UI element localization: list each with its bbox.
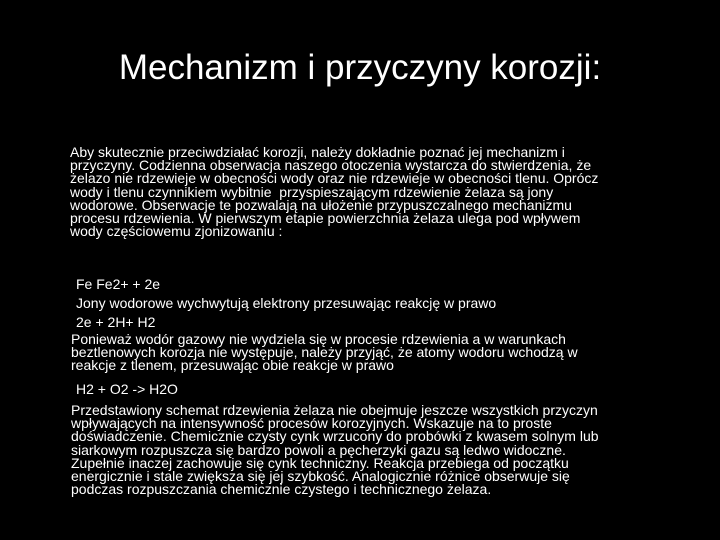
oxygen-reaction-paragraph: Ponieważ wodór gazowy nie wydziela się w procesie rdzewienia a w warunkach beztlenowych korozja nie występuje, należy przyjąć, że atomy wodoru wchodzą w reakcje z tlenem, przesuwając obie reakcje w prawo <box>71 331 578 374</box>
hydrogen-ions-line: Jony wodorowe wychwytują elektrony przesuwając reakcję w prawo <box>76 295 497 311</box>
equation-iron-ionization: Fe Fe2+ + 2e <box>76 276 161 292</box>
intro-paragraph: Aby skutecznie przeciwdziałać korozji, należy dokładnie poznać jej mechanizm i przyczyny. Codzienna obserwacja naszego otoczenia wystarcza do stwierdzenia, że żelazo nie rdzewieje w obecności wody oraz nie rdzewieje w obecności tlenu. Oprócz wody i tlenu czynnikiem wybitnie przyspieszającym rdzewienie żelaza są jony wodorowe. Obserwacje te pozwalają na ułożenie przypuszczalnego mechanizmu procesu rdzewienia. W pierwszym etapie powierzchnia żelaza ulega pod wpływem wody częściowemu zjonizowaniu : <box>70 144 599 240</box>
slide-title: Mechanizm i przyczyny korozji: <box>118 48 602 87</box>
equation-hydrogen-formation: 2e + 2H+ H2 <box>76 314 156 330</box>
equation-water-formation: H2 + O2 -> H2O <box>76 381 178 397</box>
zinc-experiment-paragraph: Przedstawiony schemat rdzewienia żelaza nie obejmuje jeszcze wszystkich przyczyn wpływających na intensywność procesów korozyjnych. Wskazuje na to proste doświadczenie. Chemicznie czysty cynk wrzucony do probówki z kwasem solnym lub siarkowym rozpuszcza się bardzo powoli a pęcherzyki gazu są ledwo widoczne. Zupełnie inaczej zachowuje się cynk techniczny. Reakcja przebiega od początku energicznie i stale zwiększa się jej szybkość. Analogicznie różnice obserwuje się podczas rozpuszczania chemicznie czystego i technicznego żelaza. <box>71 402 599 498</box>
